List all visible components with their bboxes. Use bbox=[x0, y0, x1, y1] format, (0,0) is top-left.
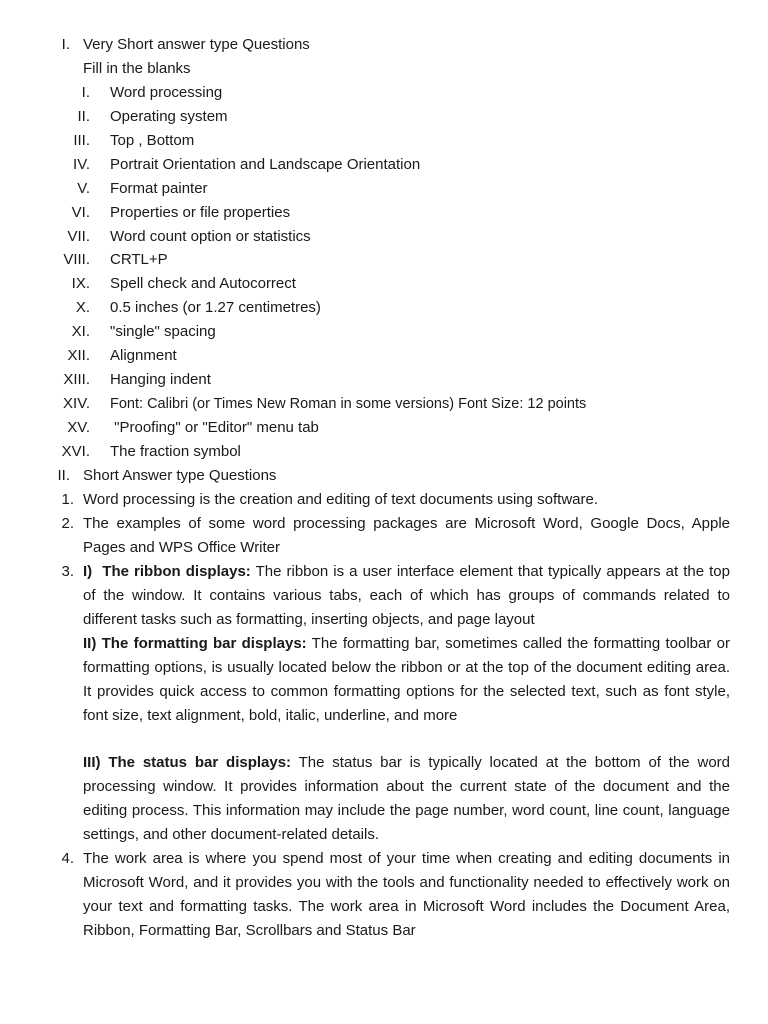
answer-text: The examples of some word processing packages are Microsoft Word, Google Docs, Apple Pages and WPS Office Writer bbox=[83, 515, 730, 556]
ribbon-heading: I) The ribbon displays: bbox=[83, 563, 251, 580]
list-item-number: XV. bbox=[67, 419, 90, 436]
list-item-number: VI. bbox=[71, 204, 90, 221]
list-item bbox=[0, 153, 768, 177]
list-item-number: V. bbox=[77, 180, 90, 197]
list-item-number: IX. bbox=[71, 275, 90, 292]
list-item bbox=[0, 440, 768, 464]
section-title: Very Short answer type Questions bbox=[83, 36, 310, 53]
formatting-bar-body: The formatting bar, sometimes called the formatting toolbar or formatting options, is usually located below the ribbon or at the top of the document editing area. It provides quick access to common formatting options for the selected text, such as font style, font size, text alignment, bold, italic, underline, and more bbox=[83, 635, 730, 724]
list-item-number: XI. bbox=[71, 323, 90, 340]
section-subtitle: Fill in the blanks bbox=[83, 60, 191, 77]
list-item bbox=[0, 344, 768, 368]
list-item-text: Top , Bottom bbox=[110, 132, 195, 149]
answer-number: 3. bbox=[61, 563, 74, 580]
list-item-number: XIV. bbox=[63, 395, 90, 412]
section-title: Short Answer type Questions bbox=[83, 467, 277, 484]
list-item bbox=[0, 416, 768, 440]
list-item-number: X. bbox=[75, 299, 90, 316]
answer-paragraph-ribbon bbox=[83, 560, 730, 632]
list-item bbox=[0, 225, 768, 249]
list-item bbox=[0, 81, 768, 105]
list-item-number: XIII. bbox=[63, 371, 90, 388]
answer-paragraph-formatting-bar bbox=[83, 632, 730, 728]
section-number: I. bbox=[61, 36, 70, 53]
list-item bbox=[0, 248, 768, 272]
list-item-number: II. bbox=[77, 108, 90, 125]
list-item-text: "single" spacing bbox=[110, 323, 216, 340]
list-item-number: XII. bbox=[67, 347, 90, 364]
list-item-text: "Proofing" or "Editor" menu tab bbox=[110, 419, 319, 436]
list-item bbox=[0, 129, 768, 153]
list-item bbox=[0, 296, 768, 320]
answer-text: The work area is where you spend most of your time when creating and editing documents in Microsoft Word, and it provides you with the tools and functionality needed to effectively work on your text and formatting tasks. The work area in Microsoft Word includes the Document Area, Ribbon, Formatting Bar, Scrollbars and Status Bar bbox=[83, 850, 730, 939]
list-item bbox=[0, 320, 768, 344]
list-item-text: Font: Calibri (or Times New Roman in some versions) Font Size: 12 points bbox=[110, 396, 587, 412]
list-item-text: 0.5 inches (or 1.27 centimetres) bbox=[110, 299, 321, 316]
list-item-number: XVI. bbox=[61, 443, 90, 460]
list-item bbox=[0, 105, 768, 129]
list-item-number: VII. bbox=[67, 228, 90, 245]
formatting-bar-heading: II) The formatting bar displays: bbox=[83, 635, 307, 652]
list-item-text: Portrait Orientation and Landscape Orientation bbox=[110, 156, 421, 173]
section-heading bbox=[0, 33, 768, 57]
list-item-number: I. bbox=[81, 84, 90, 101]
section-subtitle-row bbox=[0, 57, 768, 81]
answer-number: 2. bbox=[61, 515, 74, 532]
status-bar-heading: III) The status bar displays: bbox=[83, 754, 292, 771]
list-item-text: The fraction symbol bbox=[110, 443, 241, 460]
answer-item bbox=[0, 488, 768, 512]
list-item-text: Hanging indent bbox=[110, 371, 211, 388]
list-item bbox=[0, 201, 768, 225]
list-item-number: III. bbox=[73, 132, 90, 149]
list-item-text: Operating system bbox=[110, 108, 228, 125]
list-item-text: Format painter bbox=[110, 180, 208, 197]
list-item bbox=[0, 177, 768, 201]
list-item-text: Word processing bbox=[110, 84, 223, 101]
answer-number: 1. bbox=[61, 491, 74, 508]
list-item-number: VIII. bbox=[63, 251, 90, 268]
answer-paragraph-status-bar bbox=[83, 751, 730, 847]
ribbon-body: The ribbon is a user interface element that typically appears at the top of the window. It contains various tabs, each of which has groups of commands related to different tasks such as formatting, inserting objects, and page layout bbox=[83, 563, 730, 628]
list-item-number: IV. bbox=[73, 156, 90, 173]
answer-number: 4. bbox=[61, 850, 74, 867]
section-heading bbox=[0, 464, 768, 488]
section-number: II. bbox=[57, 467, 70, 484]
list-item-text: Word count option or statistics bbox=[110, 228, 311, 245]
answer-text: Word processing is the creation and editing of text documents using software. bbox=[83, 491, 599, 508]
status-bar-body: The status bar is typically located at the bottom of the word processing window. It provides information about the current state of the document and the editing process. This information may include the page number, word count, line count, language settings, and other document-related details. bbox=[83, 754, 730, 843]
list-item bbox=[0, 392, 768, 416]
list-item-text: Spell check and Autocorrect bbox=[110, 275, 296, 292]
list-item bbox=[0, 368, 768, 392]
list-item-text: Alignment bbox=[110, 347, 177, 364]
list-item-text: Properties or file properties bbox=[110, 204, 291, 221]
list-item-text: CRTL+P bbox=[110, 251, 168, 268]
list-item bbox=[0, 272, 768, 296]
